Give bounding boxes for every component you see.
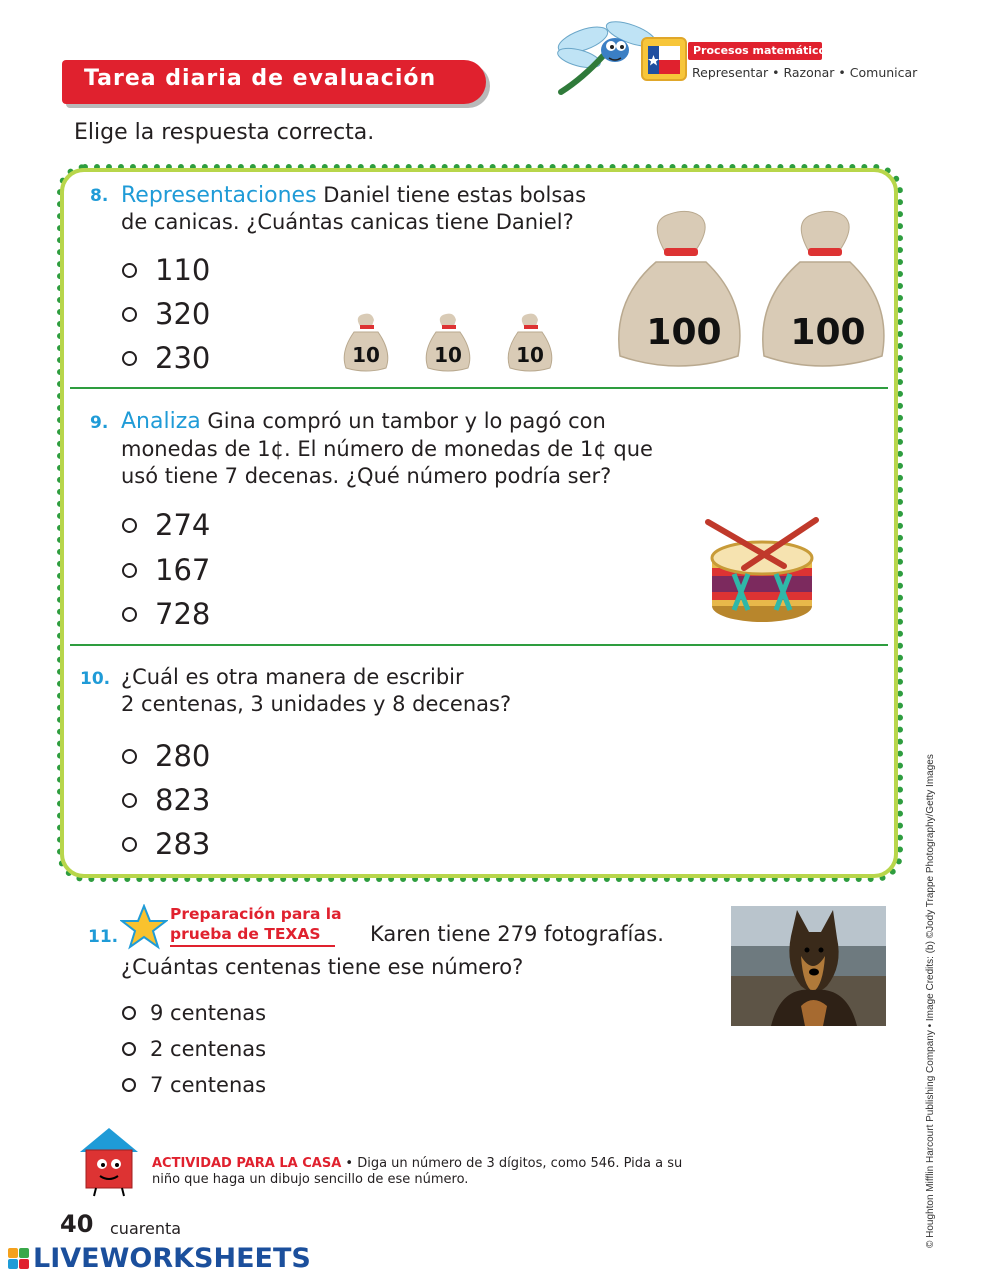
small-bag-icon bbox=[418, 312, 478, 374]
question-line: monedas de 1¢. El número de monedas de 1¢ que bbox=[121, 437, 653, 461]
option-label: 110 bbox=[155, 253, 211, 287]
answer-option[interactable] bbox=[122, 1073, 266, 1097]
radio-circle[interactable] bbox=[122, 1006, 136, 1020]
question-line: Gina compró un tambor y lo pagó con bbox=[207, 409, 606, 433]
question-number: 9. bbox=[90, 413, 109, 433]
liveworksheets-brand[interactable] bbox=[8, 1243, 311, 1274]
radio-circle[interactable] bbox=[122, 1078, 136, 1092]
radio-circle[interactable] bbox=[122, 563, 137, 578]
large-bag-icon bbox=[608, 210, 750, 372]
radio-circle[interactable] bbox=[122, 607, 137, 622]
option-label: 280 bbox=[155, 739, 211, 773]
instruction: Elige la respuesta correcta. bbox=[74, 120, 375, 145]
brand-name: LIVEWORKSHEETS bbox=[33, 1243, 311, 1274]
radio-circle[interactable] bbox=[122, 518, 137, 533]
question-number: 11. bbox=[88, 927, 119, 947]
prep-line: Preparación para la bbox=[170, 905, 342, 923]
banner-title: Tarea diaria de evaluación bbox=[84, 66, 437, 91]
question-line: Daniel tiene estas bolsas bbox=[323, 183, 587, 207]
question-line: 2 centenas, 3 unidades y 8 decenas? bbox=[121, 692, 512, 716]
radio-circle[interactable] bbox=[122, 837, 137, 852]
option-label: 2 centenas bbox=[150, 1037, 267, 1061]
radio-circle[interactable] bbox=[122, 263, 137, 278]
answer-option[interactable] bbox=[122, 739, 210, 773]
question-9-text bbox=[121, 408, 606, 435]
star-icon bbox=[120, 904, 168, 950]
house-mascot-icon bbox=[76, 1126, 142, 1198]
question-line: Karen tiene 279 fotografías. bbox=[370, 922, 664, 946]
question-line: de canicas. ¿Cuántas canicas tiene Daniel? bbox=[121, 210, 574, 234]
home-activity bbox=[152, 1156, 712, 1188]
prep-underline bbox=[170, 945, 335, 947]
bag-label: 10 bbox=[434, 343, 462, 367]
answer-option[interactable] bbox=[122, 253, 210, 287]
option-label: 9 centenas bbox=[150, 1001, 267, 1025]
texas-flag-icon bbox=[648, 46, 680, 74]
answer-option[interactable] bbox=[122, 508, 210, 542]
option-label: 728 bbox=[155, 597, 211, 631]
answer-option[interactable] bbox=[122, 783, 210, 817]
page-word: cuarenta bbox=[110, 1219, 182, 1238]
page-number: 40 bbox=[60, 1210, 94, 1238]
small-bag-icon bbox=[336, 312, 396, 374]
liveworksheets-logo-icon bbox=[8, 1248, 29, 1269]
divider bbox=[70, 644, 888, 646]
question-line: ¿Cuántas centenas tiene ese número? bbox=[121, 955, 524, 979]
radio-circle[interactable] bbox=[122, 793, 137, 808]
question-number: 8. bbox=[90, 186, 109, 206]
bag-label: 100 bbox=[646, 312, 722, 353]
process-items: Representar • Razonar • Comunicar bbox=[692, 65, 918, 80]
dog-photo bbox=[731, 906, 886, 1026]
option-label: 7 centenas bbox=[150, 1073, 267, 1097]
answer-option[interactable] bbox=[122, 297, 210, 331]
bag-label: 100 bbox=[790, 312, 866, 353]
option-label: 823 bbox=[155, 783, 211, 817]
answer-option[interactable] bbox=[122, 553, 210, 587]
option-label: 283 bbox=[155, 827, 211, 861]
answer-option[interactable] bbox=[122, 597, 210, 631]
question-line: usó tiene 7 decenas. ¿Qué número podría ser? bbox=[121, 464, 612, 488]
drum-icon bbox=[704, 514, 824, 630]
answer-option[interactable] bbox=[122, 1037, 266, 1061]
large-bag-icon bbox=[752, 210, 894, 372]
process-title: Procesos matemáticos bbox=[688, 42, 822, 60]
option-label: 167 bbox=[155, 553, 211, 587]
answer-option[interactable] bbox=[122, 341, 210, 375]
bag-label: 10 bbox=[516, 343, 544, 367]
prep-line: prueba de TEXAS bbox=[170, 925, 321, 943]
question-number: 10. bbox=[80, 669, 111, 689]
bag-label: 10 bbox=[352, 343, 380, 367]
question-tag: Analiza bbox=[121, 409, 201, 434]
texas-prep-label bbox=[170, 904, 342, 944]
copyright-credit: © Houghton Mifflin Harcourt Publishing Company • Image Credits: (b) ©Jody Trappe Photography/Getty Images bbox=[925, 754, 936, 1248]
option-label: 320 bbox=[155, 297, 211, 331]
option-label: 274 bbox=[155, 508, 211, 542]
answer-option[interactable] bbox=[122, 1001, 266, 1025]
answer-option[interactable] bbox=[122, 827, 210, 861]
radio-circle[interactable] bbox=[122, 307, 137, 322]
question-tag: Representaciones bbox=[121, 183, 317, 208]
radio-circle[interactable] bbox=[122, 351, 137, 366]
activity-text: • Diga un número de 3 dígitos, como 546. Pida a su niño que haga un dibujo sencillo de ese número. bbox=[152, 1156, 683, 1187]
radio-circle[interactable] bbox=[122, 749, 137, 764]
radio-circle[interactable] bbox=[122, 1042, 136, 1056]
question-line: ¿Cuál es otra manera de escribir bbox=[121, 665, 464, 689]
question-8-text bbox=[121, 182, 586, 209]
option-label: 230 bbox=[155, 341, 211, 375]
small-bag-icon bbox=[500, 312, 560, 374]
texas-badge bbox=[641, 37, 687, 81]
divider bbox=[70, 387, 888, 389]
title-banner bbox=[62, 60, 486, 104]
activity-title: ACTIVIDAD PARA LA CASA bbox=[152, 1156, 342, 1171]
